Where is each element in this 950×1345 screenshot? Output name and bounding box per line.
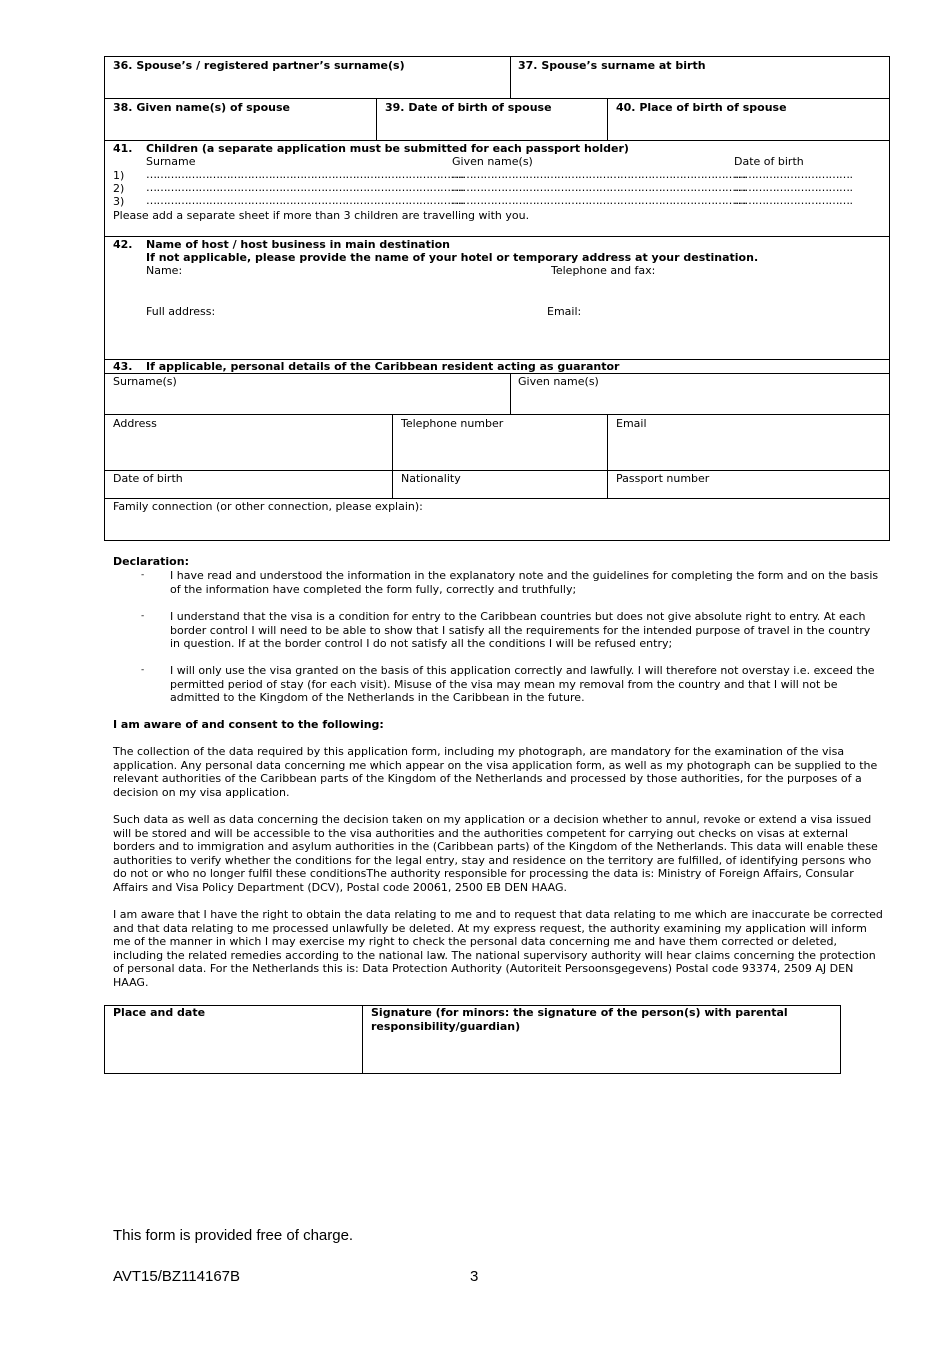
q42-subtitle: If not applicable, please provide the name of your hotel or temporary address at your destination. xyxy=(146,251,759,264)
guarantor-email-field[interactable]: Email xyxy=(616,417,647,430)
row-divider xyxy=(104,498,890,499)
child-row-1-label: 1) xyxy=(113,169,125,182)
consent-paragraph-2: Such data as well as data concerning the decision taken on my application or a decision whether to annul, revoke or extend a visa issued will be stored and will be accessible to the visa authorities and the authorities competent for carrying out checks on visas at external borders and to immigration and asylum authorities in the (Caribbean parts) of the Kingdom of the Netherlands. This data will enable these authorities to verify whether the conditions for the legal entry, stay and residence on the territory are fulfilled, of identifying persons who do not or who no longer fulfil these conditionsThe authority responsible for processing the data is: Ministry of Foreign Affairs, Consular Affairs and Visa Policy Department (DCV), Postal code 20061, 2500 EB DEN HAAG. xyxy=(113,813,878,894)
consent-heading: I am aware of and consent to the following: xyxy=(113,718,384,731)
col-divider xyxy=(392,414,393,499)
consent-paragraph-1: The collection of the data required by this application form, including my photograph, are mandatory for the examination of the visa application. Any personal data concerning me which appear on the visa application form, as well as my photograph can be supplied to the relevant authorities of the Caribbean parts of the Kingdom of the Netherlands and processed by those authorities, for the purposes of a decision on my visa application. xyxy=(113,745,878,799)
declaration-item-1: I have read and understood the information in the explanatory note and the guidelines for completing the form and on the basis of the information have completed the form fully, correctly and truthfully; xyxy=(170,569,879,596)
q42-title: Name of host / host business in main destination xyxy=(146,238,451,251)
page-number: 3 xyxy=(470,1268,479,1285)
q43-number: 43. xyxy=(113,360,133,373)
child-3-given-line[interactable]: ………………………………………………………………………… xyxy=(452,194,746,207)
declaration-item-3: I will only use the visa granted on the basis of this application correctly and lawfully. I will therefore not overstay i.e. exceed the permitted period of stay (for each visit). Misuse of the visa may mean my removal from the country and that I will not be admitted to the Kingdom of the Netherlands in the Caribbean in the future. xyxy=(170,664,875,704)
col-divider xyxy=(607,98,608,141)
free-of-charge-note: This form is provided free of charge. xyxy=(113,1227,354,1244)
children-col-surname: Surname xyxy=(146,155,196,168)
guarantor-passport-field[interactable]: Passport number xyxy=(616,472,710,485)
col-divider xyxy=(510,56,511,99)
col-divider xyxy=(362,1005,363,1074)
child-1-dob-line[interactable]: ……………………………. xyxy=(734,168,853,181)
spouse-given-names-field[interactable]: 38. Given name(s) of spouse xyxy=(113,101,291,114)
guarantor-nationality-field[interactable]: Nationality xyxy=(401,472,461,485)
row-divider xyxy=(104,98,890,99)
declaration-item-2: I understand that the visa is a condition for entry to the Caribbean countries but does not give absolute right to entry. At each border control I will need to be able to show that I satisfy all the requirements for the intended purpose of travel in the country in question. If at the border control I do not satisfy all the conditions I will be refused entry; xyxy=(170,610,871,650)
children-col-given: Given name(s) xyxy=(452,155,533,168)
bullet-dash: - xyxy=(141,611,145,621)
row-divider xyxy=(104,236,890,237)
q43-title: If applicable, personal details of the Caribbean resident acting as guarantor xyxy=(146,360,620,373)
child-3-dob-line[interactable]: ……………………………. xyxy=(734,194,853,207)
q42-number: 42. xyxy=(113,238,133,251)
place-date-field[interactable]: Place and date xyxy=(113,1006,206,1019)
guarantor-family-field[interactable]: Family connection (or other connection, please explain): xyxy=(113,500,423,513)
q41-title: Children (a separate application must be submitted for each passport holder) xyxy=(146,142,629,155)
bullet-dash: - xyxy=(141,665,145,675)
children-col-dob: Date of birth xyxy=(734,155,804,168)
bullet-dash: - xyxy=(141,570,145,580)
guarantor-surname-field[interactable]: Surname(s) xyxy=(113,375,177,388)
host-name-field[interactable]: Name: xyxy=(146,264,183,277)
declaration-heading: Declaration: xyxy=(113,555,189,568)
row-divider xyxy=(104,140,890,141)
guarantor-telephone-field[interactable]: Telephone number xyxy=(401,417,504,430)
form-table xyxy=(104,56,890,541)
child-1-surname-line[interactable]: ………………………………………………………………………………. xyxy=(146,168,464,181)
child-2-given-line[interactable]: ………………………………………………………………………… xyxy=(452,181,746,194)
child-2-surname-line[interactable]: ………………………………………………………………………………. xyxy=(146,181,464,194)
host-phone-field[interactable]: Telephone and fax: xyxy=(551,264,656,277)
row-divider xyxy=(104,470,890,471)
child-row-3-label: 3) xyxy=(113,195,125,208)
spouse-birth-surname-field[interactable]: 37. Spouse’s surname at birth xyxy=(518,59,706,72)
guarantor-address-field[interactable]: Address xyxy=(113,417,157,430)
host-address-field[interactable]: Full address: xyxy=(146,305,216,318)
spouse-birthplace-field[interactable]: 40. Place of birth of spouse xyxy=(616,101,787,114)
form-code: AVT15/BZ114167B xyxy=(113,1268,241,1285)
q41-number: 41. xyxy=(113,142,133,155)
row-divider xyxy=(104,373,890,374)
spouse-dob-field[interactable]: 39. Date of birth of spouse xyxy=(385,101,552,114)
guarantor-dob-field[interactable]: Date of birth xyxy=(113,472,183,485)
child-row-2-label: 2) xyxy=(113,182,125,195)
signature-field[interactable]: Signature (for minors: the signature of the person(s) with parental responsibility/guardian) xyxy=(371,1006,788,1033)
child-2-dob-line[interactable]: ……………………………. xyxy=(734,181,853,194)
spouse-surname-field[interactable]: 36. Spouse’s / registered partner’s surname(s) xyxy=(113,59,405,72)
row-divider xyxy=(104,414,890,415)
consent-paragraph-3: I am aware that I have the right to obtain the data relating to me and to request that data relating to me which are inaccurate be corrected and that data relating to me processed unlawfully be deleted. At my express request, the authority examining my application will inform me of the manner in which I may exercise my right to check the personal data concerning me and have them corrected or deleted, including the related remedies according to the national law. The national supervisory authority will hear claims concerning the protection of personal data. For the Netherlands this is: Data Protection Authority (Autoriteit Persoonsgegevens) Postal code 93374, 2509 AJ DEN HAAG. xyxy=(113,908,883,989)
child-1-given-line[interactable]: ………………………………………………………………………… xyxy=(452,168,746,181)
col-divider xyxy=(376,98,377,141)
children-note: Please add a separate sheet if more than 3 children are travelling with you. xyxy=(113,209,530,222)
child-3-surname-line[interactable]: ………………………………………………………………………………. xyxy=(146,194,464,207)
col-divider xyxy=(607,414,608,499)
col-divider xyxy=(510,373,511,415)
guarantor-given-field[interactable]: Given name(s) xyxy=(518,375,599,388)
host-email-field[interactable]: Email: xyxy=(547,305,582,318)
